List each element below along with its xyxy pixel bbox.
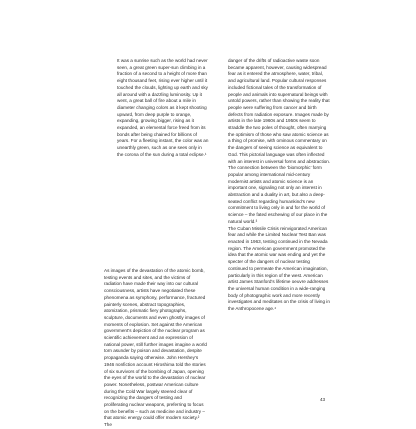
left-column (104, 268, 207, 429)
page-number: 43 (320, 397, 326, 402)
right-column-text: danger of the drifts of radioactive waste soon became apparent, however, causing widespread fear as it entered the atmosphere, water, tribal, and agricultural land. Popular cultural responses included fictional tales of the transformation of people and animals into supernatural beings with untold powers, rather than showing the reality that people were suffering from cancer and birth defects from radiation exposure. Images made by artists in the late 1960s and 1950s seem to straddle the two poles of thought, often marrying the optimism of those who saw atomic science as a thing of promise, with ominous commentary on the dangers of seeing science as equivalent to God. This pictorial language was often inflected with an interest in universal forms and abstraction. The connection between the ‘biomorphic’ form popular among international mid-century modernist artists and atomic science is an important one, signaling not only an interest in abstraction and a duality in art, but also a deep-seated conflict regarding humankind’s new commitment to living only in and for the world of science – the fated eschewing of our place in the natural world.³ The Cuban Missile Crisis reinvigorated American fear and while the Limited Nuclear Test Ban was enacted in 1963, testing continued in the Nevada region. The American government promoted the idea that the atomic war was ending and yet the specter of the dangers of nuclear testing continued to permeate the American imagination, particularly in this region of the west. American artist James Stanford’s lifetime oeuvre addresses the universal human condition in a wide-ranging body of photographic work and more recently investigates and meditates on the crisis of living in the Anthropocene age.⁴ (228, 58, 331, 312)
block-quote (117, 58, 209, 159)
right-column (228, 58, 331, 313)
left-column-text: As images of the devastation of the atomic bomb, testing events and sites, and the victims of radiation have made their way into our cultural consciousness, artists have negotiated these phenomena as symphony, performance, fractured painterly scenes, abstract topographies, atomization, prismatic fiery photographs, sculpture, documents and even ghostly images of moments of explosion. Set against the American government’s depiction of the nuclear program as scientific achievement and an expression of national power, still further images imagine a world torn asunder by poison and devastation, despite propaganda saying otherwise. John Hershey’s 1946 nonfiction account Hiroshima told the stories of six survivors of the bombing of Japan, opening the eyes of the world to the devastation of nuclear power. Nonetheless, postwar American culture during the Cold War largely steered clear of recognizing the dangers of testing and proliferating nuclear weapons, preferring to focus on the benefits – such as medicine and industry – that atomic energy could offer modern society.² The (104, 268, 207, 428)
block-quote-text: It was a sunrise such as the world had never seen, a great green super-sun climbing in a fraction of a second to a height of more than eight thousand feet, rising ever higher until it touched the clouds, lighting up earth and sky all around with a dazzling luminosity. Up it went, a great ball of fire about a mile in diameter changing colors as it kept shooting upward, from deep purple to orange, expanding, growing bigger, rising as it expanded, an elemental force freed from its bonds after being chained for billions of years. For a fleeting instant, the color was an unearthly green, such as one sees only in the corona of the sun during a total eclipse.¹ (117, 58, 209, 157)
